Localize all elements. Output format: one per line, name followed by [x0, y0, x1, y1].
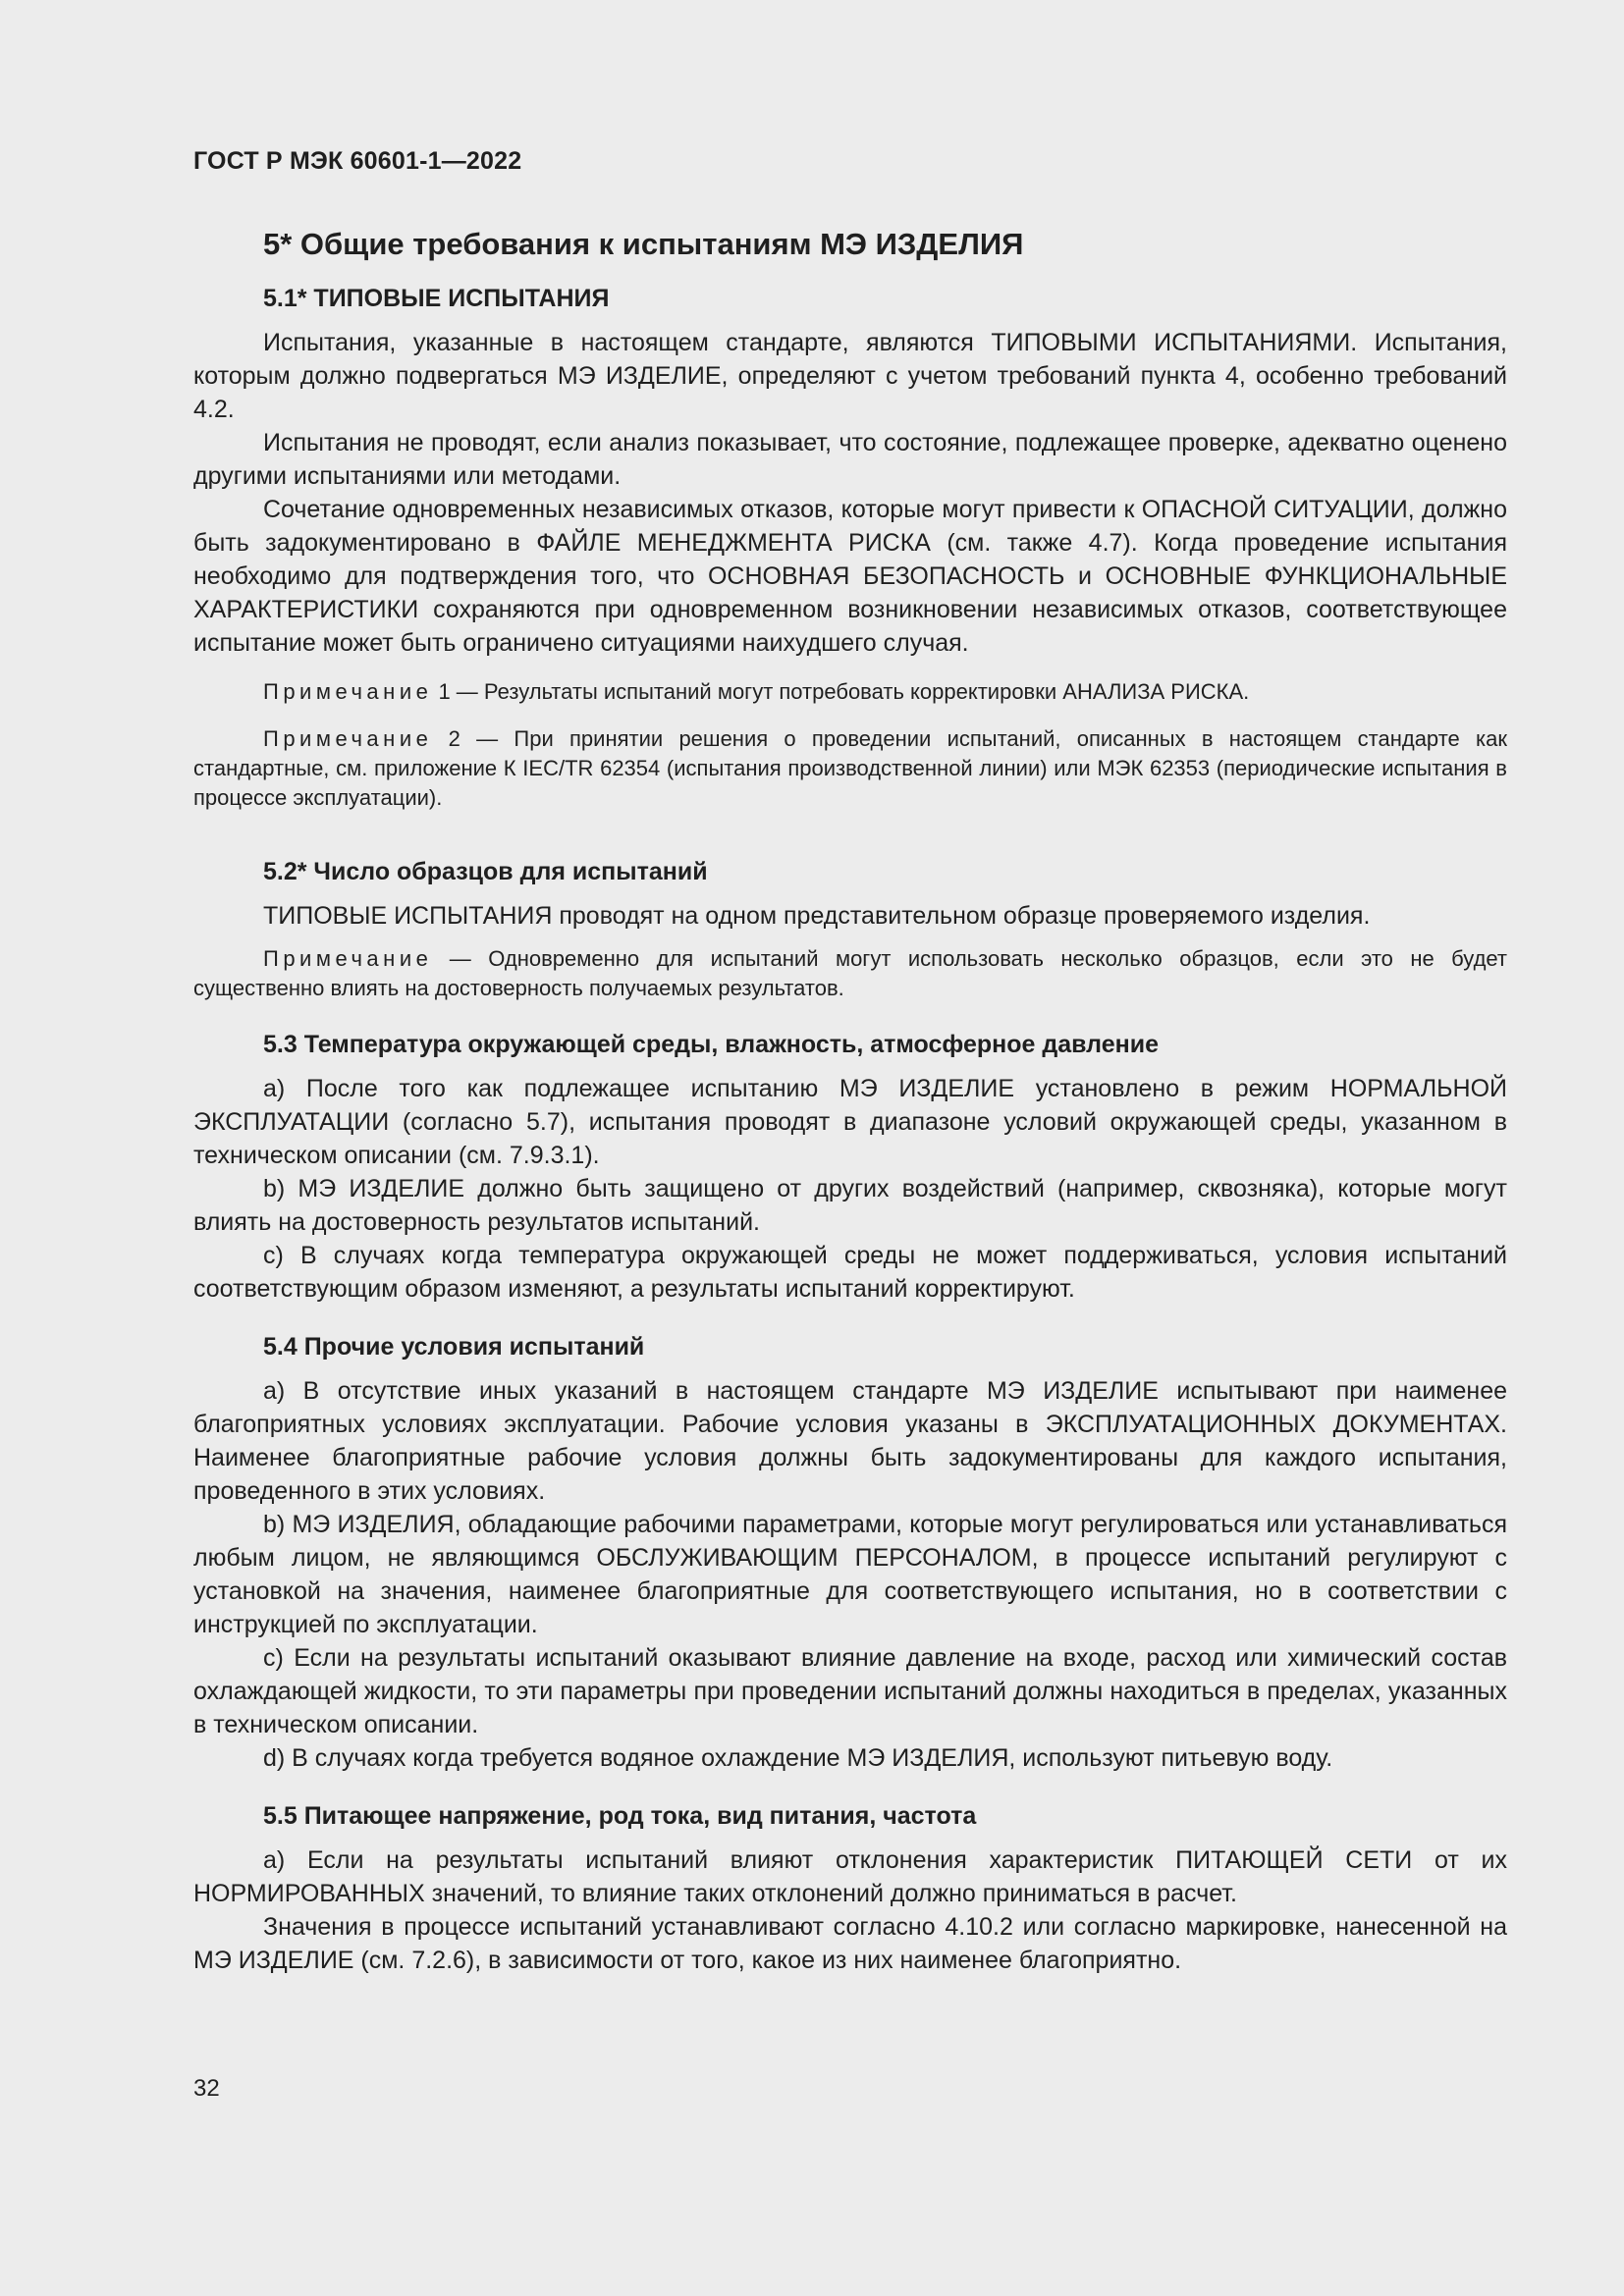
page-number: 32 [193, 2075, 220, 2102]
section-5-title: 5* Общие требования к испытаниям МЭ ИЗДЕЛИЯ [263, 227, 1024, 261]
section-5-3-item-b: b) МЭ ИЗДЕЛИЕ должно быть защищено от других воздействий (например, сквозняка), которые могут влиять на достоверность результатов испытаний. [193, 1175, 1507, 1236]
section-5-3-item-a: а) После того как подлежащее испытанию МЭ ИЗДЕЛИЕ установлено в режим НОРМАЛЬНОЙ ЭКСПЛУАТАЦИИ (согласно 5.7), испытания проводят в диапазоне условий окружающей среды, указанном в техническом описании (см. 7.9.3.1). [193, 1075, 1507, 1169]
page-content [193, 220, 1507, 1977]
section-5-4-item-b: b) МЭ ИЗДЕЛИЯ, обладающие рабочими параметрами, которые могут регулироваться или устанавливаться любым лицом, не являющимся ОБСЛУЖИВАЮЩИМ ПЕРСОНАЛОМ, в процессе испытаний регулируют с установкой на значения, наименее благоприятные для соответствующего испытания, но в соответствии с инструкцией по эксплуатации. [193, 1511, 1507, 1638]
note-label: Примечание [263, 946, 433, 971]
section-5-1-note-2 [193, 724, 1507, 813]
note-text: 2 — При принятии решения о проведении испытаний, описанных в настоящем стандарте как стандартные, см. приложение К IEC/TR 62354 (испытания производственной линии) или МЭК 62353 (периодические испытания в процессе эксплуатации). [193, 726, 1507, 810]
section-5-5-item-a: а) Если на результаты испытаний влияют отклонения характеристик ПИТАЮЩЕЙ СЕТИ от их НОРМИРОВАННЫХ значений, то влияние таких отклонений должно приниматься в расчет. [193, 1846, 1507, 1907]
section-5-4-item-a: а) В отсутствие иных указаний в настоящем стандарте МЭ ИЗДЕЛИЕ испытывают при наименее благоприятных условиях эксплуатации. Рабочие условия указаны в ЭКСПЛУАТАЦИОННЫХ ДОКУМЕНТАХ. Наименее благоприятные рабочие условия должны быть задокументированы для каждого испытания, проведенного в этих условиях. [193, 1377, 1507, 1505]
running-header: ГОСТ Р МЭК 60601-1—2022 [193, 147, 522, 175]
section-5-2-paragraph-1: ТИПОВЫЕ ИСПЫТАНИЯ проводят на одном представительном образце проверяемого изделия. [263, 902, 1371, 930]
note-text: 1 — Результаты испытаний могут потребовать корректировки АНАЛИЗА РИСКА. [432, 679, 1250, 704]
section-5-1-title: 5.1* ТИПОВЫЕ ИСПЫТАНИЯ [263, 285, 610, 312]
section-5-2-note [193, 944, 1507, 1003]
section-5-1-note-1 [193, 677, 1507, 707]
section-5-3-item-c: c) В случаях когда температура окружающей среды не может поддерживаться, условия испытаний соответствующим образом изменяют, а результаты испытаний корректируют. [193, 1242, 1507, 1303]
note-label: Примечание [263, 679, 433, 704]
note-label: Примечание [263, 726, 433, 751]
section-5-1-paragraph-1: Испытания, указанные в настоящем стандарте, являются ТИПОВЫМИ ИСПЫТАНИЯМИ. Испытания, которым должно подвергаться МЭ ИЗДЕЛИЕ, определяют с учетом требований пункта 4, особенно требований 4.2. [193, 329, 1507, 423]
section-5-5-paragraph-2: Значения в процессе испытаний устанавливают согласно 4.10.2 или согласно маркировке, нанесенной на МЭ ИЗДЕЛИЕ (см. 7.2.6), в зависимости от того, какое из них наименее благоприятно. [193, 1913, 1507, 1974]
section-5-4-item-d: d) В случаях когда требуется водяное охлаждение МЭ ИЗДЕЛИЯ, используют питьевую воду. [263, 1744, 1333, 1772]
section-5-5-title: 5.5 Питающее напряжение, род тока, вид питания, частота [263, 1802, 977, 1830]
section-5-2-title: 5.2* Число образцов для испытаний [263, 858, 708, 885]
section-5-3-title: 5.3 Температура окружающей среды, влажность, атмосферное давление [263, 1031, 1159, 1058]
section-5-1-paragraph-2: Испытания не проводят, если анализ показывает, что состояние, подлежащее проверке, адекватно оценено другими испытаниями или методами. [193, 429, 1507, 490]
section-5-4-title: 5.4 Прочие условия испытаний [263, 1333, 645, 1361]
section-5-4-item-c: c) Если на результаты испытаний оказывают влияние давление на входе, расход или химический состав охлаждающей жидкости, то эти параметры при проведении испытаний должны находиться в пределах, указанных в техническом описании. [193, 1644, 1507, 1738]
section-5-1-paragraph-3: Сочетание одновременных независимых отказов, которые могут привести к ОПАСНОЙ СИТУАЦИИ, должно быть задокументировано в ФАЙЛЕ МЕНЕДЖМЕНТА РИСКА (см. также 4.7). Когда проведение испытания необходимо для подтверждения того, что ОСНОВНАЯ БЕЗОПАСНОСТЬ и ОСНОВНЫЕ ФУНКЦИОНАЛЬНЫЕ ХАРАКТЕРИСТИКИ сохраняются при одновременном возникновении независимых отказов, соответствующее испытание может быть ограничено ситуациями наихудшего случая. [193, 496, 1507, 657]
note-text: — Одновременно для испытаний могут использовать несколько образцов, если это не будет существенно влиять на достоверность получаемых результатов. [193, 946, 1507, 1000]
